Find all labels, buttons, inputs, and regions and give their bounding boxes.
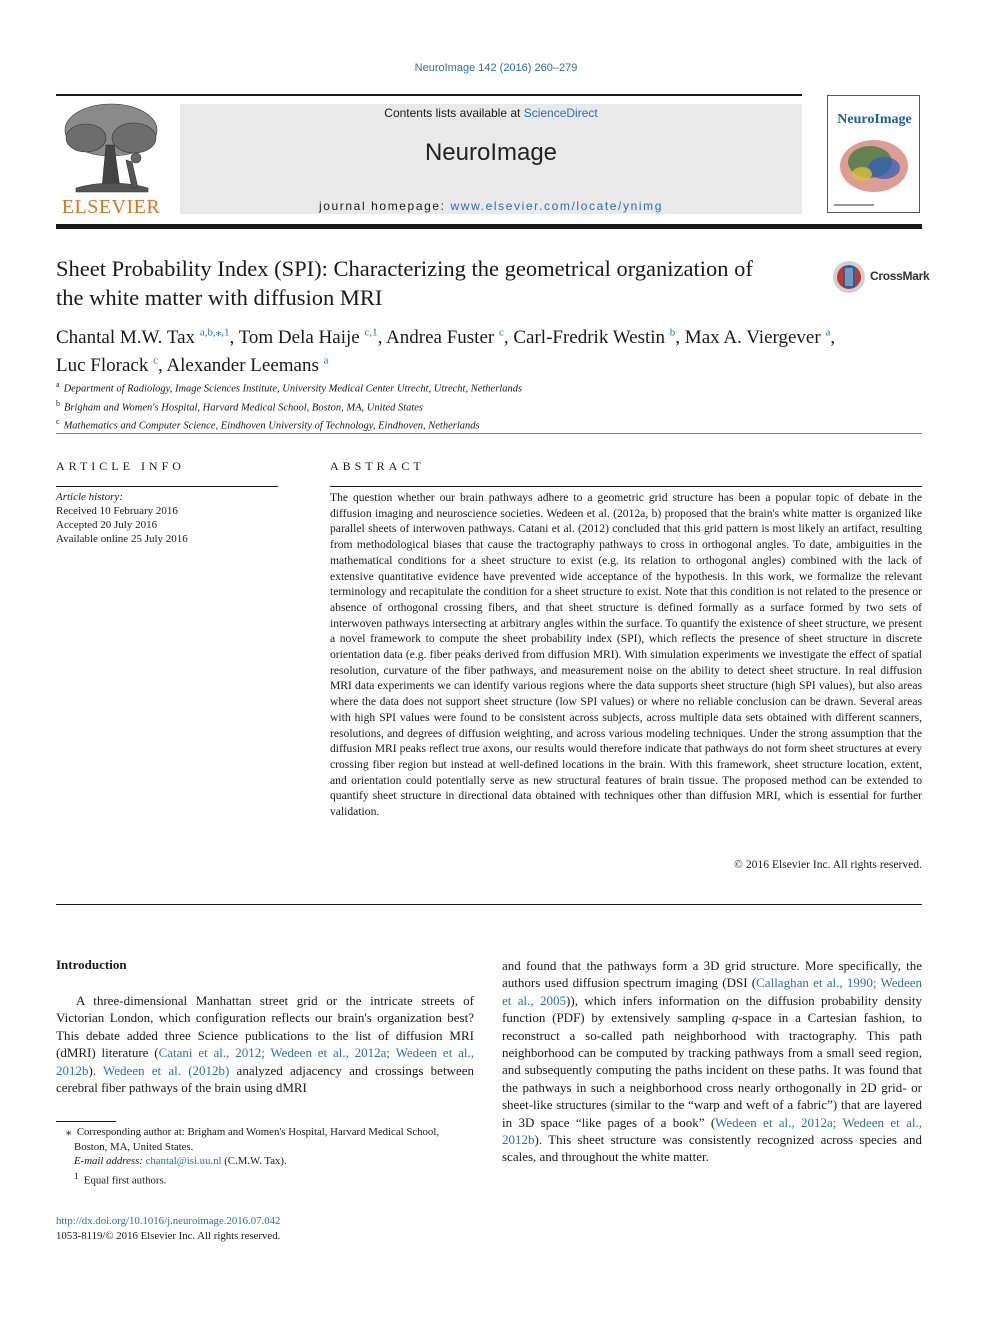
affiliation-divider <box>56 433 922 434</box>
affiliation-item <box>56 415 922 434</box>
footnote-equal <box>56 1169 474 1188</box>
author-separator: , <box>157 354 167 376</box>
author-affiliation-link[interactable]: c <box>153 354 158 367</box>
text-run: and found that the pathways form a 3D grid structure. More specifically, the authors used diffusion spectrum imaging (DSI ( <box>502 958 922 991</box>
citation-link[interactable]: Callaghan et al., 1990; Wedeen et al., 2005 <box>502 975 922 1008</box>
abstract-text: The question whether our brain pathways adhere to a geometric grid structure has been a popular topic of debate in the diffusion imaging and neuroscience societies. Wedeen et al. (2012a, b) proposed that the brain's white matter is organized like parallel sheets of interwoven pathways. Catani et al. (2012) concluded that this grid pattern is most likely an artifact, resulting from methodological biases that cause the tractography pathways to cross in orthogonal angles. To date, ambiguities in the mathematical conditions for a sheet structure to exist (e.g. its relation to orthogonal angles) combined with the lack of extensive quantitative evidence have prevented wide acceptance of the hypothesis. In this work, we formalize the relevant terminology and recapitulate the condition for a sheet structure to exist. Note that this condition is not related to the presence or absence of orthogonal crossing fibers, and that sheet structure is defined formally as a surface formed by two sets of interwoven pathways intersecting at arbitrary angles within the surface. To quantify the existence of sheet structure, we present a novel framework to compute the sheet probability index (SPI), which reflects the presence of sheet structure in discrete orientation data (e.g. fiber peaks derived from diffusion MRI). With simulation experiments we investigate the effect of spatial resolution, curvature of the fiber pathways, and measurement noise on the ability to detect sheet structure. In real diffusion MRI data experiments we can identify various regions where the data supports sheet structure (high SPI values), but also areas where the data does not support sheet structure (low SPI values) or where no reliable conclusion can be drawn. Several areas with high SPI values were found to be consistent across subjects, across multiple data sets obtained with different scanners, resolutions, and degrees of diffusion weighting, and across various modeling techniques. Under the strong assumption that the diffusion MRI peaks reflect true axons, our results would therefore indicate that pathways do not form sheet structures at every crossing fiber region but instead at well-defined locations in the brain. With this framework, sheet structure location, extent, and orientation could potentially serve as new structural features of brain tissue. The proposed method can be extended to quantify sheet structure in directional data obtained with techniques other than diffusion MRI, which is essential for further validation. <box>330 491 922 819</box>
article-history <box>56 490 278 546</box>
author-separator: , <box>377 327 387 349</box>
doi-link[interactable]: http://dx.doi.org/10.1016/j.neuroimage.2016.07.042 <box>56 1215 281 1227</box>
text-run: ). This sheet structure was consistently recognized across species and scales, and throughout the white matter. <box>502 1132 922 1165</box>
text-run: analyzed adjacency and crossings between cerebral fiber pathways of the brain using dMRI <box>56 1062 474 1096</box>
text-run: )), which infers information on the diffusion probability density function (PDF) by extensively sampling <box>502 992 922 1026</box>
author-separator: , <box>830 327 836 349</box>
header-top-rule <box>56 94 802 96</box>
text-run: ). <box>88 1062 104 1078</box>
journal-homepage <box>180 199 802 213</box>
affiliation-item <box>56 378 922 397</box>
affiliation-text: Mathematics and Computer Science, Eindhoven University of Technology, Eindhoven, Netherlands <box>63 420 480 432</box>
crossmark-icon <box>832 260 866 294</box>
affiliation-text: Brigham and Women's Hospital, Harvard Medical School, Boston, MA, United States <box>64 402 424 413</box>
author <box>166 355 328 376</box>
doi-block <box>56 1214 474 1243</box>
email-suffix: (C.M.W. Tax). <box>221 1155 287 1167</box>
author-affiliation-link[interactable]: c <box>498 327 504 339</box>
journal-title: NeuroImage <box>424 139 558 166</box>
author-separator: , <box>675 327 685 349</box>
footnote-rule <box>56 1121 116 1122</box>
crossmark-badge[interactable] <box>832 260 930 296</box>
footnote-text: Equal first authors. <box>83 1174 167 1187</box>
author-name: Carl-Fredrik Westin <box>513 327 666 349</box>
journal-cover-thumbnail[interactable] <box>827 95 920 213</box>
history-label: Article history: <box>56 491 123 503</box>
abstract-bottom-rule <box>56 904 922 905</box>
author-affiliation-link[interactable]: c,1 <box>364 327 378 339</box>
affiliation-key: b <box>56 398 60 408</box>
footnote-corresponding <box>56 1125 474 1154</box>
footnote-text: Corresponding author at: Brigham and Women's Hospital, Harvard Medical School, Boston, MA, United States. <box>74 1126 440 1153</box>
header-bottom-rule <box>56 224 922 229</box>
author-name: Luc Florack <box>56 354 149 376</box>
article-info-heading: ARTICLE INFO <box>56 459 185 473</box>
author-separator: , <box>503 327 514 349</box>
citation-link[interactable]: Wedeen et al., 2012a; Wedeen et al., 2012b <box>502 1114 922 1148</box>
abstract-rule <box>330 486 922 487</box>
author <box>685 327 835 348</box>
affiliation-key: c <box>56 417 60 426</box>
body-column-left <box>56 992 474 1096</box>
author-list <box>56 322 922 377</box>
abstract-heading: ABSTRACT <box>330 459 425 473</box>
issn-line: 1053-8119/© 2016 Elsevier Inc. All rights reserved. <box>56 1229 281 1242</box>
paragraph <box>56 992 474 1096</box>
q-symbol: q <box>731 1010 739 1026</box>
homepage-prefix: journal homepage: <box>318 199 451 213</box>
author-name: Andrea Fuster <box>386 327 495 349</box>
author <box>513 327 684 348</box>
author-affiliation-link[interactable]: a <box>323 354 329 367</box>
body-column-right <box>502 957 922 1166</box>
author-separator: , <box>229 327 239 349</box>
homepage-link[interactable]: www.elsevier.com/locate/ynimg <box>450 199 663 213</box>
author-name: Tom Dela Haije <box>238 327 360 349</box>
copyright-notice: © 2016 Elsevier Inc. All rights reserved. <box>734 858 922 871</box>
cover-title: NeuroImage <box>837 112 912 127</box>
text-run: A three-dimensional Manhattan street grid or the intricate streets of Victorian London, which configuration reflects our brain's organization best? This debate added three Science publications to the list of diffusion MRI (dMRI) literature ( <box>56 993 474 1061</box>
paragraph <box>502 957 922 1166</box>
author <box>56 327 239 348</box>
introduction-heading: Introduction <box>56 957 127 972</box>
affiliation-key: a <box>56 380 60 389</box>
received-date: Received 10 February 2016 <box>56 505 178 517</box>
author-affiliation-link[interactable]: b <box>669 327 676 339</box>
email-label: E-mail address: <box>74 1155 143 1167</box>
affiliation-item <box>56 397 922 416</box>
contents-line <box>180 106 802 120</box>
author-name: Max A. Viergever <box>684 327 821 349</box>
crossmark-label: CrossMark <box>870 269 930 283</box>
affiliation-text: Department of Radiology, Image Sciences Institute, University Medical Center Utrecht, Utrecht, Netherlands <box>63 383 523 395</box>
author <box>386 327 513 348</box>
affiliation-list <box>56 378 922 434</box>
author-name: Chantal M.W. Tax <box>56 327 196 349</box>
author-affiliation-link[interactable]: a <box>825 327 831 339</box>
citation-link[interactable]: Catani et al., 2012; Wedeen et al., 2012a; Wedeen et al., 2012b <box>56 1045 475 1078</box>
online-date: Available online 25 July 2016 <box>56 533 188 545</box>
cover-brain-image <box>828 96 920 213</box>
accepted-date: Accepted 20 July 2016 <box>56 519 158 531</box>
elsevier-wordmark: ELSEVIER <box>61 196 161 218</box>
article-info-rule <box>56 486 278 487</box>
footnotes <box>56 1125 474 1188</box>
footnote-mark: 1 <box>74 1170 79 1181</box>
journal-citation[interactable]: NeuroImage 142 (2016) 260–279 <box>414 62 578 74</box>
citation-link[interactable]: Wedeen et al. (2012b) <box>103 1062 230 1078</box>
contents-prefix: Contents lists available at <box>384 106 524 120</box>
author <box>239 327 386 348</box>
text-run: -space in a Cartesian fashion, to reconstruct a so-called path neighborhood with tractography. This path neighborhood can be computed by tracking pathways from a small seed region, and subsequently computing the paths incident on these paths. It was found that the pathways in such a neighborhood cross nearly orthogonally in 2D grid- or sheet-like structures (similar to the “warp and weft of a fabric”) that are layered in 3D space “like pages of a book” ( <box>502 1010 923 1130</box>
article-title: Sheet Probability Index (SPI): Characterizing the geometrical organization of the white matter with diffusion MRI <box>56 256 753 310</box>
footnote-email <box>56 1154 474 1169</box>
author <box>56 355 166 376</box>
footnote-mark: ⁎ <box>66 1126 72 1138</box>
email-link[interactable]: chantal@isi.uu.nl <box>145 1155 222 1167</box>
author-affiliation-link[interactable]: a,b,⁎,1 <box>199 327 230 339</box>
author-name: Alexander Leemans <box>166 354 319 376</box>
sciencedirect-link[interactable]: ScienceDirect <box>523 106 598 120</box>
